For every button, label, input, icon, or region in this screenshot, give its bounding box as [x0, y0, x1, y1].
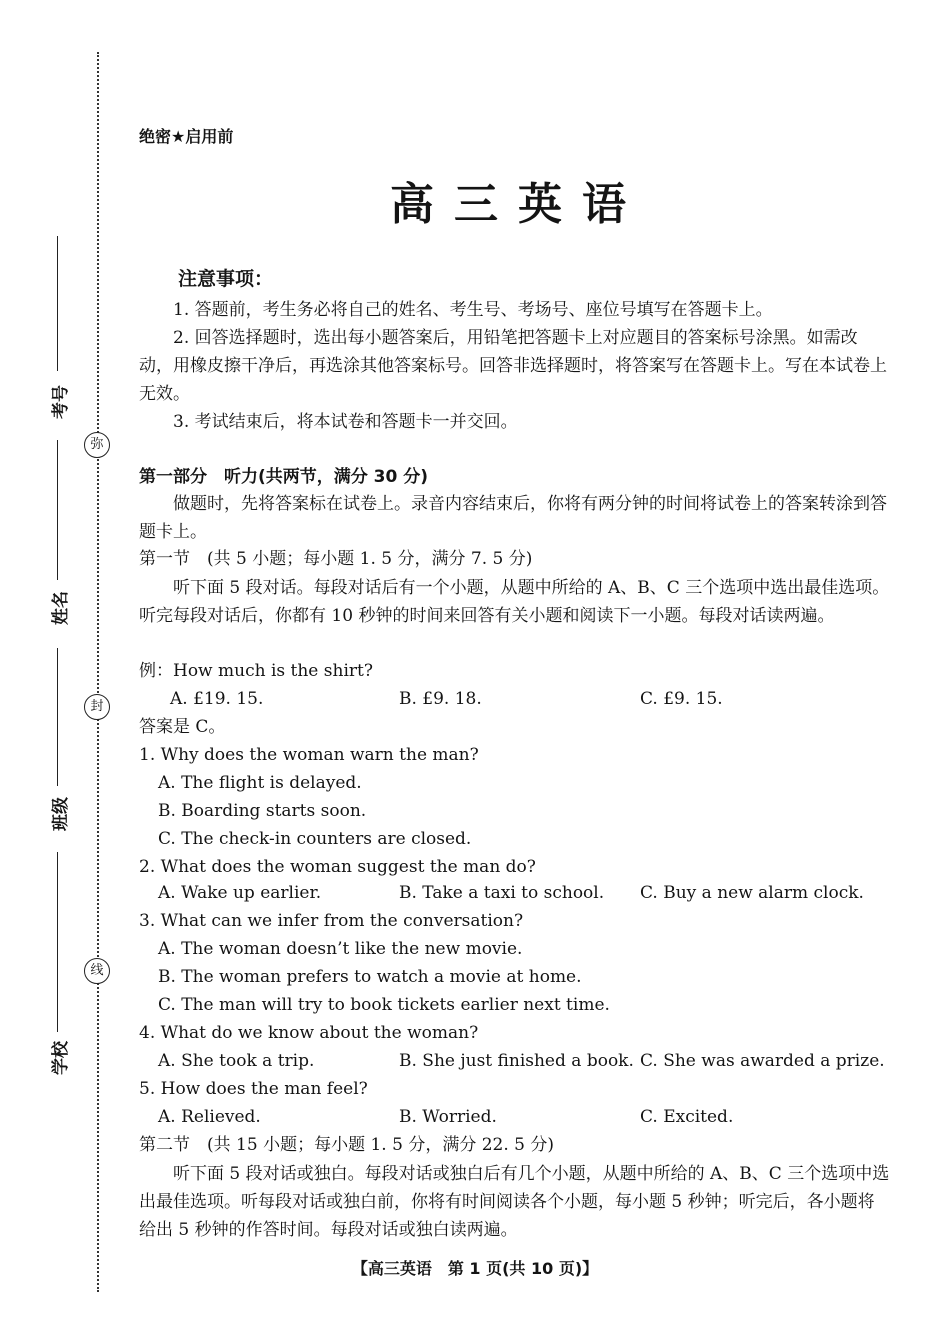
- q5-option-c: C. Excited.: [640, 1107, 734, 1127]
- part1-heading: 第一部分 听力(共两节，满分 30 分): [139, 467, 429, 487]
- exam-no-line: [57, 236, 58, 371]
- example-answer: 答案是 C。: [139, 717, 226, 737]
- example-option-a: A. £19. 15.: [170, 689, 264, 709]
- name-label: 姓名: [51, 591, 71, 625]
- section2-intro: 听下面 5 段对话或独白。每段对话或独白后有几个小题，从题中所给的 A、B、C 三个选项中选出最佳选项。听每段对话或独白前，你将有时间阅读各个小题，每小题 5 秒钟；听完后，各小题将给出 5 秒钟的作答时间。每段对话或独白读两遍。: [139, 1164, 890, 1240]
- q5-option-a: A. Relieved.: [158, 1107, 261, 1127]
- exam-no-label: 考号: [51, 385, 71, 419]
- q4-option-c: C. She was awarded a prize.: [640, 1051, 885, 1071]
- example-option-b: B. £9. 18.: [399, 689, 482, 709]
- q4-option-a: A. She took a trip.: [158, 1051, 315, 1071]
- question-1: 1. Why does the woman warn the man?: [139, 745, 479, 765]
- q3-option-b: B. The woman prefers to watch a movie at home.: [158, 967, 582, 987]
- binding-dotted-line: [97, 52, 99, 1292]
- q5-option-b: B. Worried.: [399, 1107, 497, 1127]
- section2-heading: 第二节 (共 15 小题；每小题 1. 5 分，满分 22. 5 分): [139, 1135, 555, 1155]
- q4-option-b: B. She just finished a book.: [399, 1051, 634, 1071]
- q2-option-c: C. Buy a new alarm clock.: [640, 883, 864, 903]
- page-footer: 【高三英语 第 1 页(共 10 页)】: [351, 1259, 599, 1278]
- confidential-label: 绝密★启用前: [139, 127, 234, 146]
- seal-mark-3: 线: [84, 958, 110, 984]
- school-label: 学校: [51, 1041, 71, 1075]
- q3-option-c: C. The man will try to book tickets earlier next time.: [158, 995, 610, 1015]
- example-question: 例：How much is the shirt?: [139, 661, 373, 681]
- example-option-c: C. £9. 15.: [640, 689, 723, 709]
- question-3: 3. What can we infer from the conversation?: [139, 911, 524, 931]
- q2-option-a: A. Wake up earlier.: [158, 883, 322, 903]
- q2-option-b: B. Take a taxi to school.: [399, 883, 605, 903]
- question-4: 4. What do we know about the woman?: [139, 1023, 479, 1043]
- question-2: 2. What does the woman suggest the man do?: [139, 857, 536, 877]
- notice-item-1: 1. 答题前，考生务必将自己的姓名、考生号、考场号、座位号填写在答题卡上。: [173, 300, 773, 320]
- question-5: 5. How does the man feel?: [139, 1079, 368, 1099]
- q1-option-b: B. Boarding starts soon.: [158, 801, 367, 821]
- q1-option-c: C. The check-in counters are closed.: [158, 829, 472, 849]
- q3-option-a: A. The woman doesn’t like the new movie.: [158, 939, 523, 959]
- section1-heading: 第一节 (共 5 小题；每小题 1. 5 分，满分 7. 5 分): [139, 549, 533, 569]
- notice-heading: 注意事项：: [178, 268, 274, 290]
- class-label: 班级: [51, 797, 71, 831]
- class-line: [57, 648, 58, 786]
- section1-intro: 听下面 5 段对话。每段对话后有一个小题，从题中所给的 A、B、C 三个选项中选出最佳选项。听完每段对话后，你都有 10 秒钟的时间来回答有关小题和阅读下一小题。每段对话读两遍。: [139, 578, 890, 626]
- notice-item-2: 2. 回答选择题时，选出每小题答案后，用铅笔把答题卡上对应题目的答案标号涂黑。如需改动，用橡皮擦干净后，再选涂其他答案标号。回答非选择题时，将答案写在答题卡上。写在本试卷上无效。: [139, 328, 887, 404]
- seal-mark-2: 封: [84, 694, 110, 720]
- school-line: [57, 852, 58, 1032]
- seal-mark-1: 弥: [84, 432, 110, 458]
- name-line: [57, 440, 58, 580]
- page-title: 高三英语: [390, 179, 646, 230]
- part1-intro: 做题时，先将答案标在试卷上。录音内容结束后，你将有两分钟的时间将试卷上的答案转涂到答题卡上。: [139, 494, 887, 542]
- notice-item-3: 3. 考试结束后，将本试卷和答题卡一并交回。: [173, 412, 518, 432]
- q1-option-a: A. The flight is delayed.: [158, 773, 362, 793]
